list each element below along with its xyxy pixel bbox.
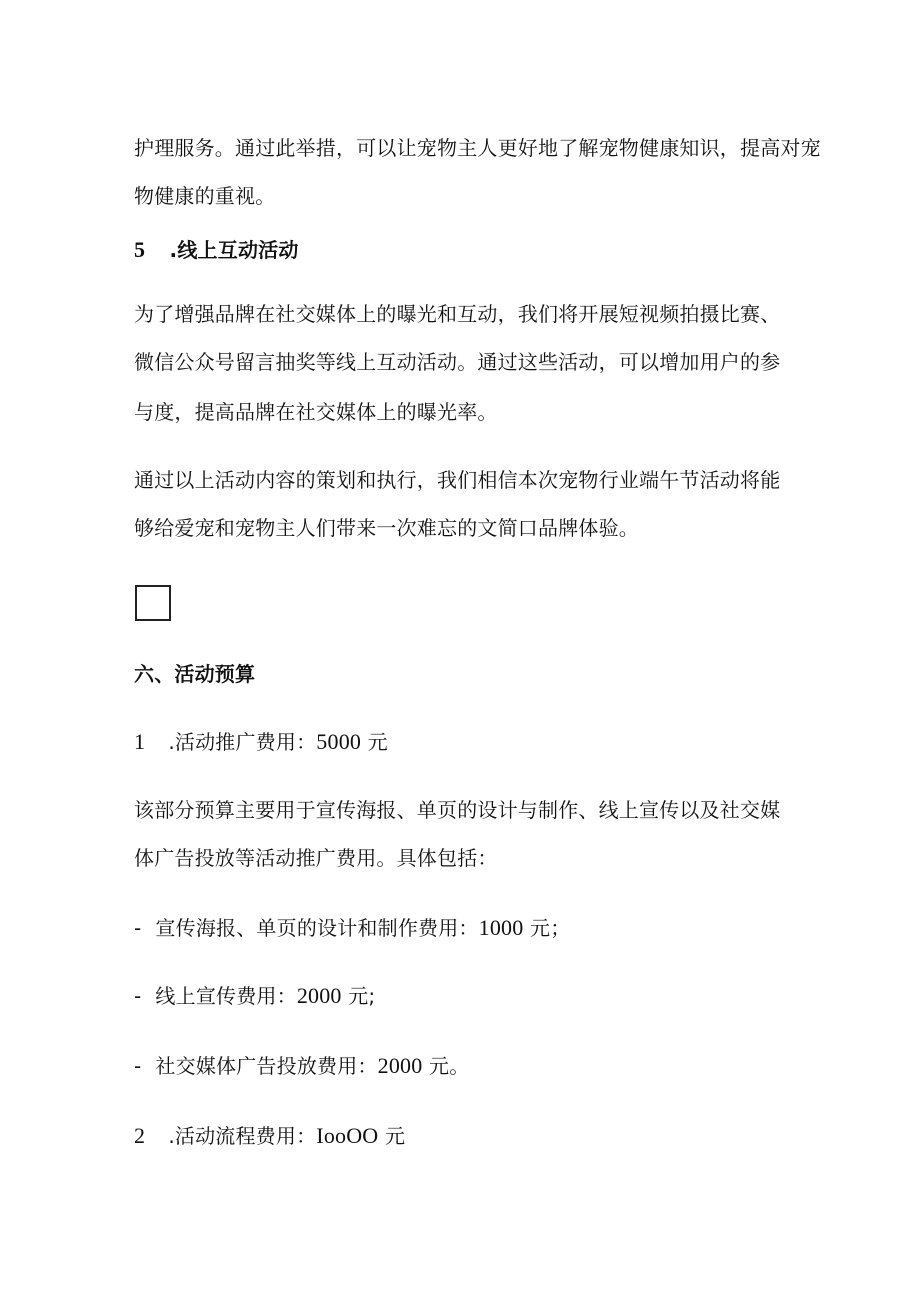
paragraph-online-line-1: 为了增强品牌在社交媒体上的曝光和互动，我们将开展短视频拍摄比赛、 — [134, 302, 781, 326]
heading-number: 5 — [134, 237, 146, 262]
item-number: 1 — [134, 729, 146, 754]
bullet-label: 线上宣传费用： — [155, 984, 297, 1008]
budget-item-2 — [134, 1124, 405, 1148]
bullet-item-2 — [134, 984, 375, 1008]
paragraph-care-line-1: 护理服务。通过此举措，可以让宠物主人更好地了解宠物健康知识，提高对宠 — [134, 136, 821, 160]
bullet-item-1 — [134, 916, 570, 940]
bullet-unit: 元； — [530, 916, 571, 940]
item-unit: 元 — [367, 730, 388, 754]
bullet-amount: 1000 — [478, 915, 524, 940]
paragraph-summary-line-2: 够给爱宠和宠物主人们带来一次难忘的文简口品牌体验。 — [134, 516, 639, 540]
heading-budget: 六、活动预算 — [134, 662, 256, 686]
budget-item-1 — [134, 730, 388, 754]
checkbox[interactable] — [135, 585, 171, 621]
bullet-mark: - — [134, 916, 142, 940]
bullet-label: 社交媒体广告投放费用： — [155, 1054, 378, 1078]
bullet-mark: - — [134, 984, 142, 1008]
bullet-amount: 2000 — [296, 983, 342, 1008]
item-number: 2 — [134, 1123, 146, 1148]
heading-text: .线上互动活动 — [169, 238, 299, 262]
bullet-label: 宣传海报、单页的设计和制作费用： — [155, 916, 479, 940]
item-label: .活动流程费用： — [168, 1124, 317, 1148]
bullet-amount: 2000 — [377, 1053, 423, 1078]
bullet-item-3 — [134, 1054, 469, 1078]
paragraph-care-line-2: 物健康的重视。 — [134, 184, 276, 208]
bullet-unit: 元。 — [429, 1054, 470, 1078]
paragraph-promo-line-1: 该部分预算主要用于宣传海报、单页的设计与制作、线上宣传以及社交媒 — [134, 798, 781, 822]
item-amount: IooOO — [316, 1123, 379, 1148]
item-unit: 元 — [384, 1124, 406, 1148]
item-label: .活动推广费用： — [168, 730, 317, 754]
paragraph-online-line-3: 与度，提高品牌在社交媒体上的曝光率。 — [134, 400, 498, 424]
bullet-unit: 元; — [348, 984, 376, 1008]
heading-online-activities — [134, 238, 299, 262]
paragraph-online-line-2: 微信公众号留言抽奖等线上互动活动。通过这些活动，可以增加用户的参 — [134, 350, 781, 374]
paragraph-promo-line-2: 体广告投放等活动推广费用。具体包括： — [134, 846, 498, 870]
item-amount: 5000 — [316, 729, 362, 754]
paragraph-summary-line-1: 通过以上活动内容的策划和执行，我们相信本次宠物行业端午节活动将能 — [134, 468, 781, 492]
bullet-mark: - — [134, 1054, 142, 1078]
